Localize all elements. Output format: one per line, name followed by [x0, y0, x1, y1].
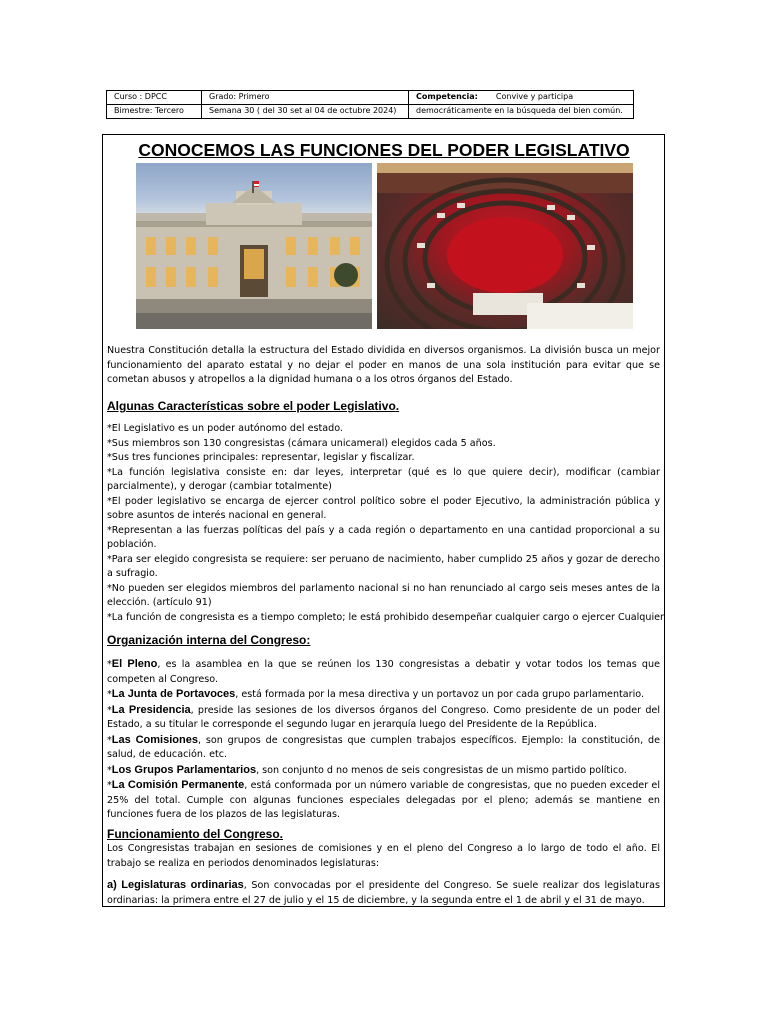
- competence-label: Competencia:: [416, 92, 478, 101]
- intro-paragraph: Nuestra Constitución detalla la estructura del Estado dividida en diversos organismos. La división busca un mejor funcionamiento del aparato estatal y no dejar el poder en manos de una sola institución para evitar que se cometan abusos y atropellos a la dignidad humana o a los otros órganos del Estado.: [107, 345, 660, 385]
- competence-cell: [409, 91, 634, 105]
- section-functioning-heading: Funcionamiento del Congreso.: [107, 827, 284, 841]
- list-item: *Representan a las fuerzas políticas del país y a cada región o departamento en una cantidad proporcional a su población.: [107, 524, 660, 550]
- grade-cell: Grado: Primero: [202, 91, 409, 105]
- list-item: *Las Comisiones, son grupos de congresistas que cumplen trabajos específicos. Ejemplo: la constitución, de salud, de educación. etc.: [107, 733, 660, 760]
- course-cell: Curso : DPCC: [107, 91, 202, 105]
- item-term: Los Grupos Parlamentarios: [111, 763, 257, 776]
- section-characteristics-heading: [107, 399, 399, 413]
- item-term: El Pleno: [111, 658, 158, 670]
- characteristics-list: [107, 422, 664, 625]
- course-info-table: [106, 90, 634, 119]
- congress-building-photo: [136, 163, 372, 329]
- list-item: *El Legislativo es un poder autónomo del estado.: [107, 423, 343, 434]
- competence-value-1: Convive y participa: [495, 92, 574, 101]
- item-text: , preside las sesiones de los diversos órganos del Congreso. Como presidente de un poder del Estado, a su titular le corresponde el segundo lugar en jerarquía luego del Presidente de la República.: [107, 704, 660, 730]
- item-text: , está formada por la mesa directiva y un portavoz un por cada grupo parlamentario.: [235, 689, 645, 700]
- item-term: Las Comisiones: [111, 733, 198, 746]
- list-item: *Sus miembros son 130 congresistas (cámara unicameral) elegidos cada 5 años.: [107, 437, 496, 449]
- list-item: *La Junta de Portavoces, está formada por la mesa directiva y un portavoz un por cada grupo parlamentario.: [107, 688, 645, 700]
- item-text: , es la asamblea en la que se reúnen los 130 congresistas a debatir y votar todos los temas que competen al Congreso.: [107, 659, 660, 685]
- item-term: La Presidencia: [111, 703, 191, 716]
- list-item: *La Presidencia, preside las sesiones de los diversos órganos del Congreso. Como presidente de un poder del Estado, a su titular le corresponde el segundo lugar en jerarquía luego del Presidente de la República.: [107, 703, 660, 730]
- list-item: *Los Grupos Parlamentarios, son conjunto d no menos de seis congresistas de un mismo partido político.: [107, 763, 627, 776]
- item-term: La Junta de Portavoces: [111, 688, 236, 700]
- section-organization-heading: Organización interna del Congreso:: [107, 633, 311, 647]
- term-cell: Bimestre: Tercero: [107, 105, 202, 119]
- list-item: *La función de congresista es a tiempo completo; le está prohibido desempeñar cualquier cargo o ejercer Cualquier: [107, 611, 664, 623]
- item-text: , está conformada por un número variable de congresistas, que no pueden exceder el 25% del total. Cumple con algunas funciones especiales delegadas por el pleno; además se mantiene en funciones fuera de los plazos de las legislaturas.: [107, 780, 660, 820]
- item-term: a) Legislaturas ordinarias: [107, 879, 244, 891]
- list-item: *La función legislativa consiste en: dar leyes, interpretar (qué es lo que quiere decir), modificar (cambiar parcialmente), y derogar (cambiar totalmente): [107, 466, 660, 492]
- item-text: , son grupos de congresistas que cumplen trabajos específicos. Ejemplo: la constitución, de salud, de educación. etc.: [107, 734, 660, 760]
- functioning-item: [107, 878, 660, 908]
- list-item: *Sus tres funciones principales: representar, legislar y fiscalizar.: [107, 452, 415, 463]
- list-item: *El Pleno, es la asamblea en la que se reúnen los 130 congresistas a debatir y votar todos los temas que competen al Congreso.: [107, 658, 660, 685]
- list-item: *No pueden ser elegidos miembros del parlamento nacional si no han renunciado al cargo seis meses antes de la elección. (artículo 91): [107, 582, 660, 608]
- list-item: *Para ser elegido congresista se requiere: ser peruano de nacimiento, haber cumplido 25 años y gozar de derecho a sufragio.: [107, 553, 660, 579]
- item-term: La Comisión Permanente: [111, 779, 245, 791]
- page-title: CONOCEMOS LAS FUNCIONES DEL PODER LEGISLATIVO: [138, 140, 630, 160]
- functioning-intro: Los Congresistas trabajan en sesiones de comisiones y en el pleno del Congreso a lo largo de todo el año. El trabajo se realiza en periodos denominados legislaturas:: [107, 843, 660, 869]
- list-item: *La Comisión Permanente, está conformada por un número variable de congresistas, que no pueden exceder el 25% del total. Cumple con algunas funciones especiales delegadas por el pleno; además se mantiene en funciones fuera de los plazos de las legislaturas.: [107, 779, 660, 820]
- organization-list: [107, 657, 660, 823]
- section-characteristics-heading-suffix: .: [395, 399, 400, 413]
- congress-chamber-photo: [377, 163, 633, 329]
- item-text: , Son convocadas por el presidente del Congreso. Se suele realizar dos legislaturas ordinarias: la primera entre el 27 de julio y el 15 de diciembre, y la segunda entre el 1 de abril y el 31 de mayo.: [107, 880, 660, 906]
- item-text: , son conjunto d no menos de seis congresistas de un mismo partido político.: [256, 764, 627, 776]
- section-characteristics-heading-text: Algunas Características sobre el poder Legislativo: [107, 399, 396, 413]
- competence-value-2: democráticamente en la búsqueda del bien común.: [409, 105, 634, 119]
- list-item: *El poder legislativo se encarga de ejercer control político sobre el poder Ejecutivo, la administración pública y sobre asuntos de interés nacional en general.: [107, 495, 660, 521]
- week-cell: Semana 30 ( del 30 set al 04 de octubre 2024): [202, 105, 409, 119]
